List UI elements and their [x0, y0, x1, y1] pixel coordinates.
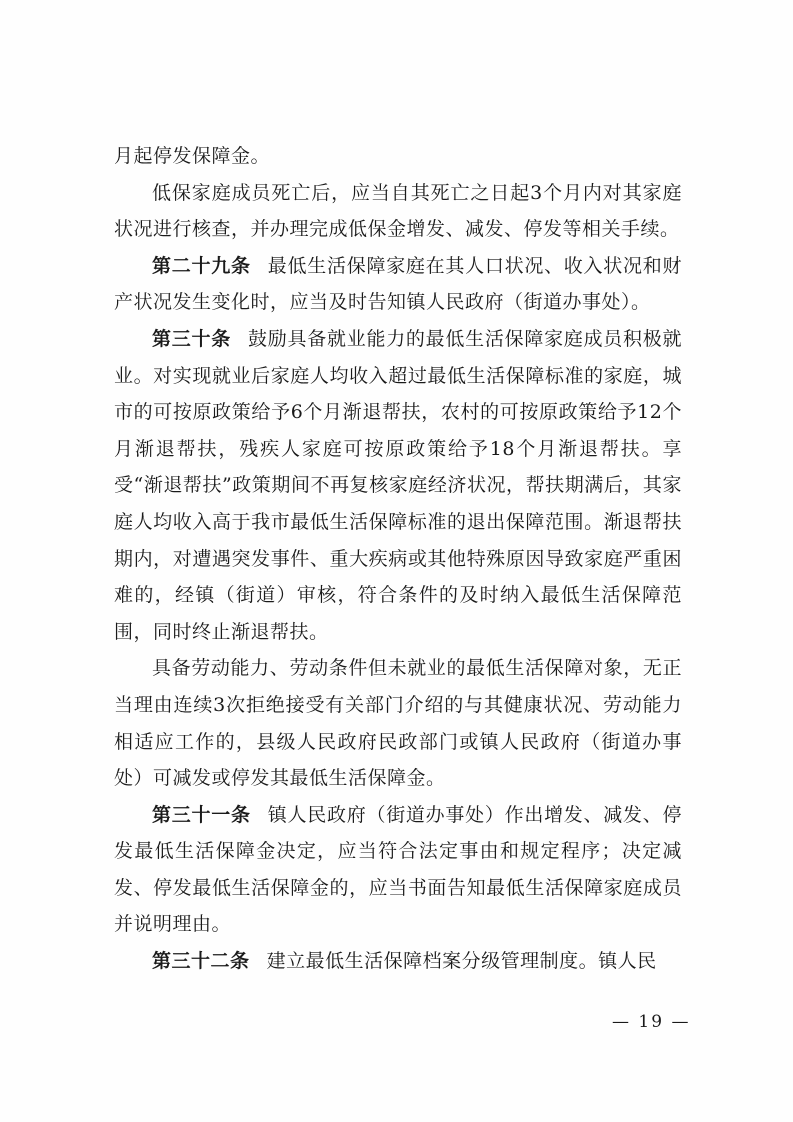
article-31	[114, 797, 682, 943]
article-29	[114, 248, 682, 321]
article-text: 最低生活保障家庭在其人口状况、收入状况和财产状况发生变化时，应当及时告知镇人民政府（街道办事处）。	[114, 254, 682, 314]
article-heading: 第二十九条	[152, 254, 251, 277]
paragraph-text: 低保家庭成员死亡后，应当自其死亡之日起3个月内对其家庭状况进行核查，并办理完成低保金增发、减发、停发等相关手续。	[114, 181, 682, 241]
article-heading: 第三十条	[152, 327, 231, 350]
article-text: 镇人民政府（街道办事处）作出增发、减发、停发最低生活保障金决定，应当符合法定事由和规定程序；决定减发、停发最低生活保障金的，应当书面告知最低生活保障家庭成员并说明理由。	[114, 803, 682, 936]
page-number: — 19 —	[612, 1012, 691, 1032]
paragraph-text: 月起停发保障金。	[114, 145, 271, 167]
paragraph-continuation	[114, 138, 682, 175]
article-heading: 第三十二条	[152, 950, 250, 973]
article-text: 建立最低生活保障档案分级管理制度。镇人民	[266, 950, 657, 973]
article-30	[114, 321, 682, 650]
paragraph-work-refusal	[114, 650, 682, 796]
paragraph-death-review	[114, 175, 682, 248]
article-32	[114, 943, 682, 980]
document-body	[114, 138, 682, 980]
article-text: 鼓励具备就业能力的最低生活保障家庭成员积极就业。对实现就业后家庭人均收入超过最低生活保障标准的家庭，城市的可按原政策给予6个月渐退帮扶，农村的可按原政策给予12个月渐退帮扶，残疾人家庭可按原政策给予18个月渐退帮扶。享受“渐退帮扶”政策期间不再复核家庭经济状况，帮扶期满后，其家庭人均收入高于我市最低生活保障标准的退出保障范围。渐退帮扶期内，对遭遇突发事件、重大疾病或其他特殊原因导致家庭严重困难的，经镇（街道）审核，符合条件的及时纳入最低生活保障范围，同时终止渐退帮扶。	[114, 327, 682, 643]
paragraph-text: 具备劳动能力、劳动条件但未就业的最低生活保障对象，无正当理由连续3次拒绝接受有关部门介绍的与其健康状况、劳动能力相适应工作的，县级人民政府民政部门或镇人民政府（街道办事处）可减发或停发其最低生活保障金。	[114, 657, 682, 790]
article-heading: 第三十一条	[152, 803, 251, 826]
